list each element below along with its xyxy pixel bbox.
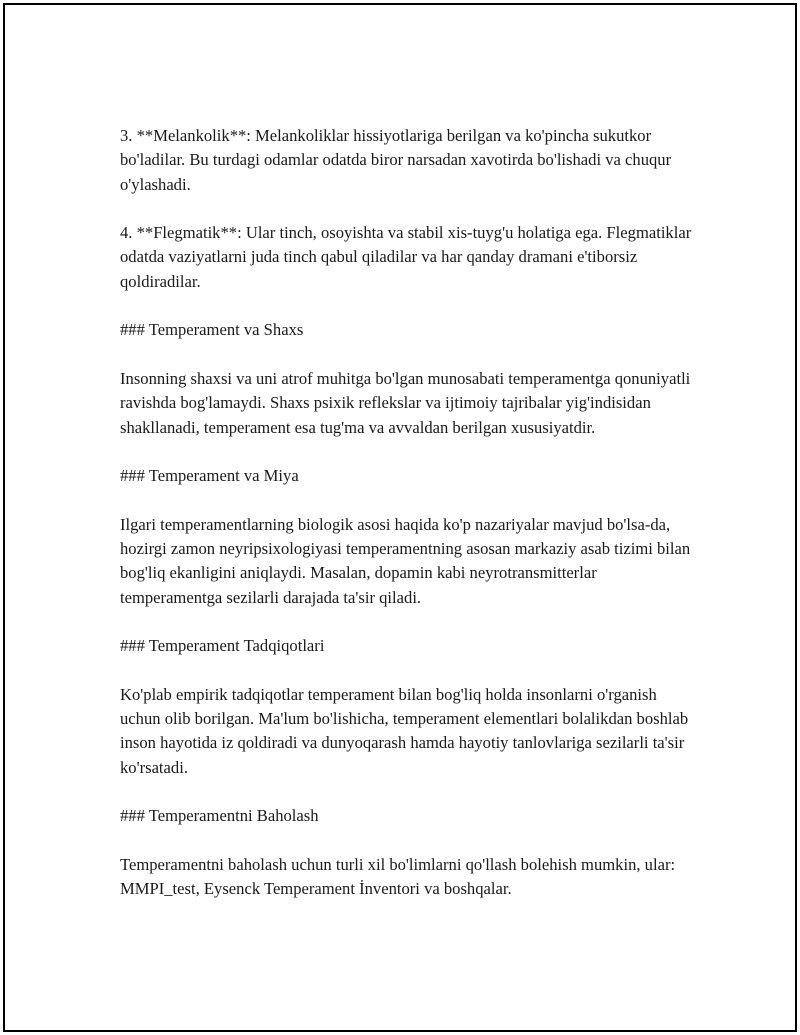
paragraph-melankolik: 3. **Melankolik**: Melankoliklar hissiyotlariga berilgan va ko'pincha sukutkor bo'ladilar. Bu turdagi odamlar odatda biror narsadan xavotirda bo'lishadi va chuqur o'ylashadi. (120, 126, 672, 194)
heading-temperament-va-shaxs: ### Temperament va Shaxs (120, 320, 304, 340)
paragraph-shaxs: Insonning shaxsi va uni atrof muhitga bo'lgan munosabati temperamentga qonuniyatli ravishda bog'lamaydi. Shaxs psixik reflekslar va ijtimoiy tajribalar yig'indisidan shakllanadi, temperament esa tug'ma va avvaldan berilgan xususiyatdir. (120, 368, 691, 437)
paragraph-baholash: Temperamentni baholash uchun turli xil bo'limlarni qo'llash bolehish mumkin, ular: MMPI_test, Eysenck Temperament İnventori va boshqalar. (120, 854, 676, 899)
paragraph-tadqiqotlar: Ko'plab empirik tadqiqotlar temperament bilan bog'liq holda insonlarni o'rganish uchun olib borilgan. Ma'lum bo'lishicha, temperament elementlari bolalikdan boshlab inson hayotida iz qoldiradi va dunyoqarash hamda hayotiy tanlovlariga sezilarli ta'sir ko'rsatadi. (120, 684, 689, 777)
document-body (120, 124, 695, 926)
page-frame (3, 3, 797, 1032)
heading-temperament-va-miya: ### Temperament va Miya (120, 466, 299, 486)
paragraph-flegmatik: 4. **Flegmatik**: Ular tinch, osoyishta va stabil xis-tuyg'u holatiga ega. Flegmatiklar odatda vaziyatlarni juda tinch qabul qiladilar va har qanday dramani e'tiborsiz qoldiradilar. (120, 223, 692, 291)
heading-temperamentni-baholash: ### Temperamentni Baholash (120, 806, 319, 826)
paragraph-miya: Ilgari temperamentlarning biologik asosi haqida ko'p nazariyalar mavjud bo'lsa-da, hozirgi zamon neyripsixologiyasi temperamentning asosan markaziy asab tizimi bilan bog'liq ekanligini aniqlaydi. Masalan, dopamin kabi neyrotransmitterlar temperamentga sezilarli darajada ta'sir qiladi. (120, 514, 691, 607)
heading-temperament-tadqiqotlari: ### Temperament Tadqiqotlari (120, 636, 325, 656)
